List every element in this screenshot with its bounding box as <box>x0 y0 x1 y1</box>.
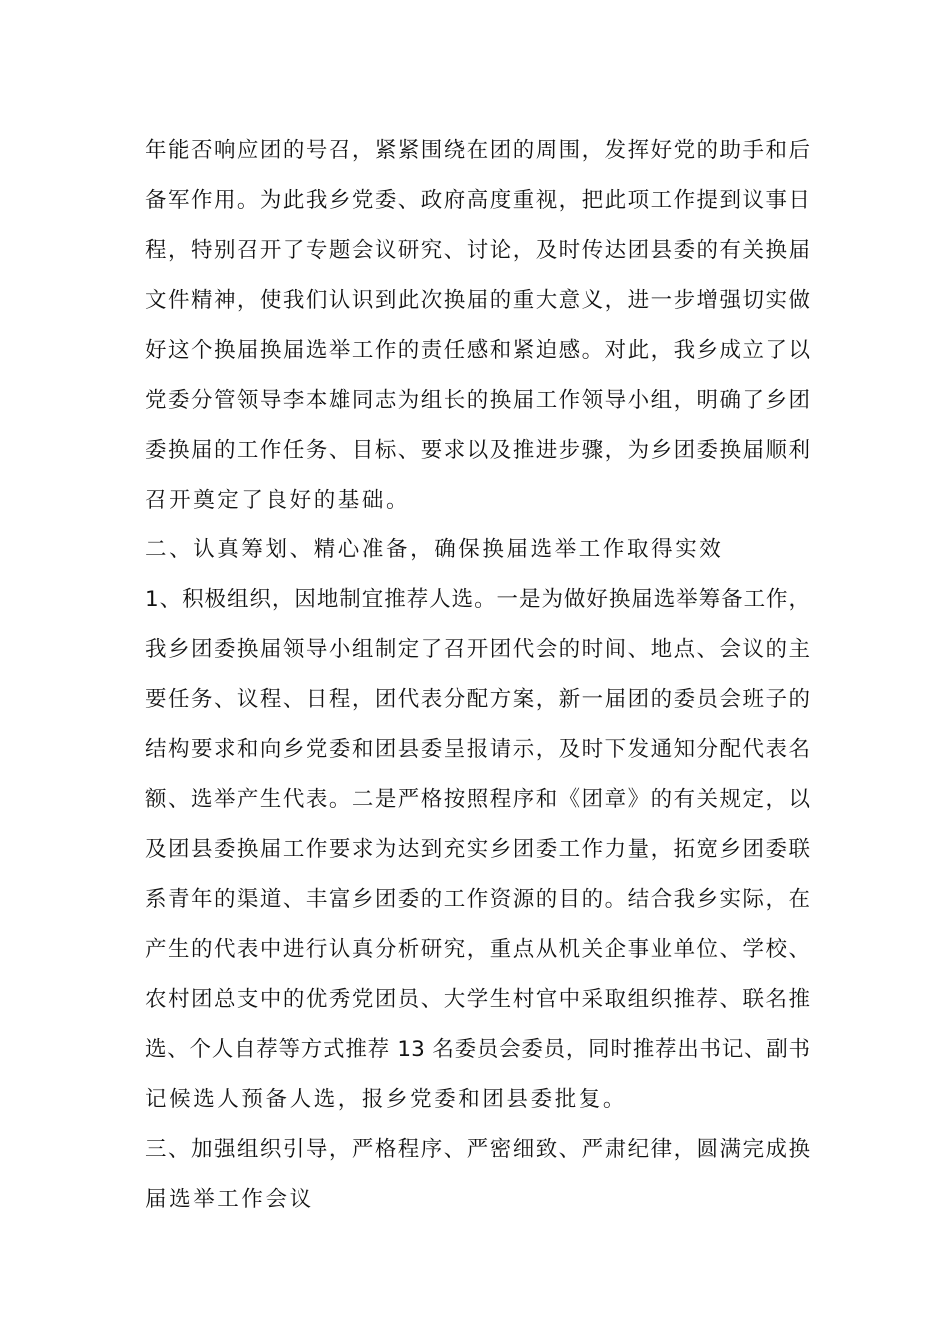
paragraph-line: 产生的代表中进行认真分析研究，重点从机关企事业单位、学校、 <box>145 937 810 962</box>
paragraph-line: 程，特别召开了专题会议研究、讨论，及时传达团县委的有关换届 <box>145 238 810 263</box>
paragraph-line: 系青年的渠道、丰富乡团委的工作资源的目的。结合我乡实际，在 <box>145 887 810 912</box>
paragraph-line: 委换届的工作任务、目标、要求以及推进步骤，为乡团委换届顺利 <box>145 438 810 463</box>
paragraph-line: 文件精神，使我们认识到此次换届的重大意义，进一步增强切实做 <box>145 288 810 313</box>
paragraph-line: 额、选举产生代表。二是严格按照程序和《团章》的有关规定，以 <box>145 787 810 812</box>
section-heading: 二、认真筹划、精心准备，确保换届选举工作取得实效 <box>145 537 724 562</box>
paragraph-line: 要任务、议程、日程，团代表分配方案，新一届团的委员会班子的 <box>145 687 810 712</box>
paragraph-line: 我乡团委换届领导小组制定了召开团代会的时间、地点、会议的主 <box>145 637 810 662</box>
paragraph-line: 选、个人自荐等方式推荐 13 名委员会委员，同时推荐出书记、副书 <box>145 1037 810 1062</box>
paragraph-line: 记候选人预备人选，报乡党委和团县委批复。 <box>145 1087 628 1112</box>
paragraph-line: 党委分管领导李本雄同志为组长的换届工作领导小组，明确了乡团 <box>145 388 810 413</box>
paragraph-line: 1、积极组织，因地制宜推荐人选。一是为做好换届选举筹备工作， <box>145 587 810 612</box>
paragraph-line: 备军作用。为此我乡党委、政府高度重视，把此项工作提到议事日 <box>145 188 810 213</box>
paragraph-line: 召开奠定了良好的基础。 <box>145 488 411 513</box>
paragraph-line: 年能否响应团的号召，紧紧围绕在团的周围，发挥好党的助手和后 <box>145 138 810 163</box>
paragraph-line: 好这个换届换届选举工作的责任感和紧迫感。对此，我乡成立了以 <box>145 338 810 363</box>
paragraph-line: 及团县委换届工作要求为达到充实乡团委工作力量，拓宽乡团委联 <box>145 837 810 862</box>
paragraph-line: 农村团总支中的优秀党团员、大学生村官中采取组织推荐、联名推 <box>145 987 810 1012</box>
paragraph-line: 结构要求和向乡党委和团县委呈报请示，及时下发通知分配代表名 <box>145 737 810 762</box>
section-heading-continued: 届选举工作会议 <box>145 1187 314 1212</box>
section-heading: 三、加强组织引导，严格程序、严密细致、严肃纪律，圆满完成换 <box>145 1137 810 1162</box>
